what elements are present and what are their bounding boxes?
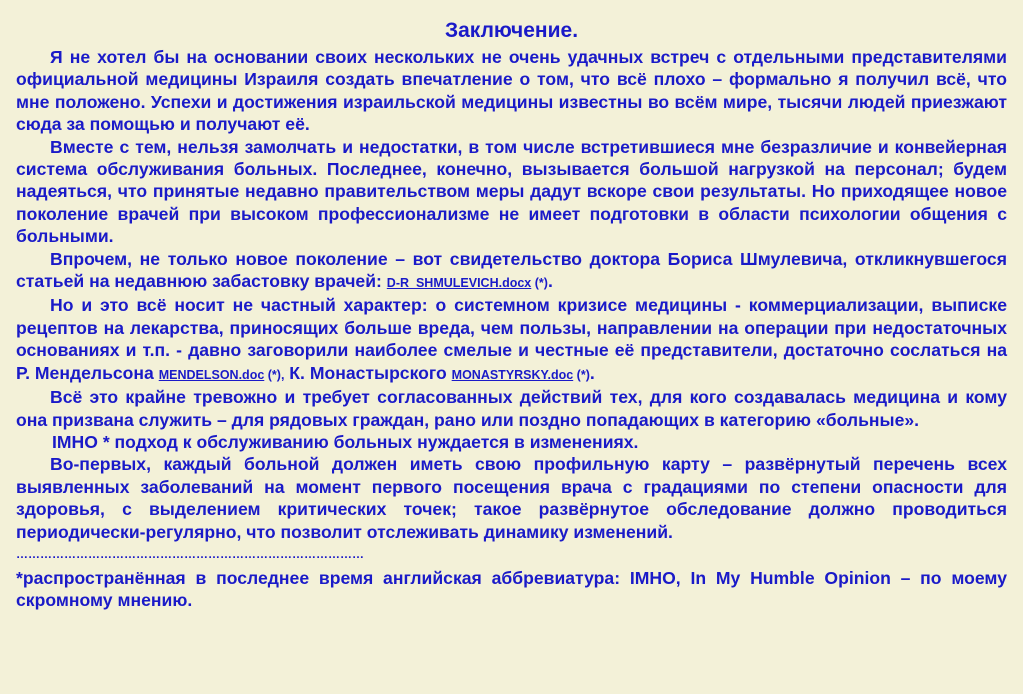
paragraph-4 xyxy=(16,294,1007,386)
footnote-mark: (*) xyxy=(531,276,548,291)
shmulevich-link[interactable]: D-R_SHMULEVICH.docx xyxy=(386,276,532,291)
paragraph-4-end: . xyxy=(589,362,595,383)
paragraph-2: Вместе с тем, нельзя замолчать и недостатки, в том числе встретившиеся мне безразличие и конвейерная система обслуживания больных. Последнее, конечно, вызывается большой нагрузкой на персонал; будем надеяться, что принятые недавно правительством меры дадут вскоре свои результаты. Но приходящее новое поколение врачей при высоком профессионализме не имеет подготовки в области психологии общения с больными. xyxy=(16,136,1007,247)
monastyrsky-link[interactable]: MONASTYRSKY.doc xyxy=(451,367,574,382)
footnote-mark: (*) xyxy=(573,367,590,382)
dotted-separator: …………………………………………………………………………… xyxy=(16,546,364,561)
paragraph-4-text-2: К. Монастырского xyxy=(284,362,452,383)
paragraph-3-end: . xyxy=(547,271,553,292)
footnote: *распространённая в последнее время английская аббревиатура: IMHO, In My Humble Opinion – по моему скромному мнению. xyxy=(16,567,1007,611)
page-title: Заключение. xyxy=(444,19,579,42)
paragraph-3 xyxy=(16,248,1007,295)
paragraph-6: Во-первых, каждый больной должен иметь свою профильную карту – развёрнутый перечень всех выявленных заболеваний на момент первого посещения врача с градациями по степени опасности для здоровья, с выделением критических точек; такое развёрнутое обследование должно проводиться периодически-регулярно, что позволит отслеживать динамику изменений. xyxy=(16,454,1007,542)
paragraph-3-text: Впрочем, не только новое поколение – вот свидетельство доктора Бориса Шмулевича, откликнувшегося статьей на недавнюю забастовку врачей: xyxy=(16,248,1007,292)
paragraph-1: Я не хотел бы на основании своих нескольких не очень удачных встреч с отдельными представителями официальной медицины Израиля создать впечатление о том, что всё плохо – формально я получил всё, что мне положено. Успехи и достижения израильской медицины известны во всём мире, тысячи людей приезжают сюда за помощью и получают её. xyxy=(16,47,1007,135)
mendelson-link[interactable]: MENDELSON.doc xyxy=(158,367,265,382)
imho-line: IMHO * подход к обслуживанию больных нуждается в изменениях. xyxy=(52,431,639,452)
paragraph-5: Всё это крайне тревожно и требует согласованных действий тех, для кого создавалась медицина и кому она призвана служить – для рядовых граждан, рано или поздно попадающих в категорию «больные». xyxy=(16,387,1007,430)
footnote-mark: (*), xyxy=(264,367,285,382)
paragraph-4-text: Но и это всё носит не частный характер: о системном кризисе медицины - коммерциализации, выписке рецептов на лекарства, приносящих больше вреда, чем пользы, направлении на операции при недостаточных основаниях и т.п. - давно заговорили наиболее смелые и честные её представители, достаточно сослаться на Р. Мендельсона xyxy=(16,295,1007,383)
